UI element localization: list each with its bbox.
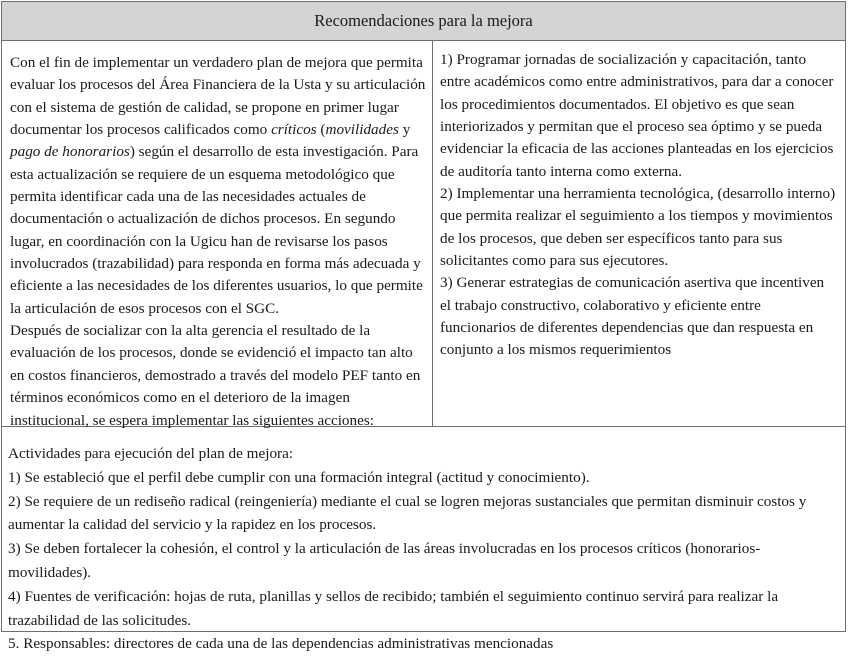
emphasis-criticos: críticos [271, 121, 317, 139]
activity-item-3: 3) Se deben fortalecer la cohesión, el control y la articulación de las áreas involucradas en los procesos críticos (honorarios-movilidades). [8, 540, 761, 581]
emphasis-pago-honorarios: pago de honorarios [10, 143, 130, 161]
recommendations-table [1, 1, 846, 653]
table-title: Recomendaciones para la mejora [314, 11, 533, 30]
context-text: Con el fin de implementar un verdadero plan de mejora que permita evaluar los procesos del Área Financiera de la Usta y su articulación con el sistema de gestión de calidad, se propone en primer lugar documentar los procesos calificados como [10, 54, 426, 139]
activities-cell [2, 427, 845, 653]
context-paragraph-1 [10, 52, 426, 320]
activity-item-2: 2) Se requiere de un rediseño radical (reingeniería) mediante el cual se logren mejoras sustanciales que permitan disminuir costos y aumentar la calidad del servicio y la rapidez en los procesos. [8, 492, 807, 534]
actions-cell [433, 41, 845, 426]
activities-heading: Actividades para ejecución del plan de mejora: [8, 445, 294, 462]
context-cell [2, 41, 433, 429]
activity-item-5: 5. Responsables: directores de cada una de las dependencias administrativas mencionadas [8, 635, 554, 653]
top-row [2, 41, 845, 427]
context-paragraph-2: Después de socializar con la alta gerencia el resultado de la evaluación de los procesos, donde se evidenció el impacto tan alto en costos financieros, demostrado a través del modelo PEF tanto en términos económicos como en el deterioro de la imagen institucional, se espera implementar las siguientes acciones: [10, 322, 421, 429]
context-text: ) según el desarrollo de esta investigación. Para esta actualización se requiere de un esquema metodológico que permita identificar cada una de las necesidades actuales de documentación o actualización de dichos procesos. En segundo lugar, en coordinación con la Ugicu han de revisarse los pasos involucrados (trazabilidad) para responda en forma más adecuada y eficiente a las necesidades de los diferentes usuarios, lo que permite la articulación de esos procesos con el SGC. [10, 143, 423, 317]
action-item-1: 1) Programar jornadas de socialización y capacitación, tanto entre académicos como entre administrativos, para dar a conocer los procedimientos documentados. El objetivo es que sean interiorizados y permitan que el proceso sea óptimo y se pueda evidenciar la eficacia de las acciones planteadas en los ejercicios de auditoría tanto interna como externa. [440, 51, 834, 180]
action-item-2: 2) Implementar una herramienta tecnológica, (desarrollo interno) que permita realizar el seguimiento a los tiempos y movimientos de los procesos, que deben ser específicos tanto para sus solicitantes como para sus ejecutores. [440, 185, 836, 270]
activity-item-1: 1) Se estableció que el perfil debe cumplir con una formación integral (actitud y conocimiento). [8, 468, 590, 486]
context-text: y [398, 121, 411, 139]
table-header [2, 2, 845, 41]
context-text: ( [316, 121, 326, 139]
activity-item-4: 4) Fuentes de verificación: hojas de ruta, planillas y sellos de recibido; también el seguimiento continuo servirá para realizar la trazabilidad de las solicitudes. [8, 587, 779, 629]
emphasis-movilidades: movilidades [325, 121, 399, 139]
action-item-3: 3) Generar estrategias de comunicación asertiva que incentiven el trabajo constructivo, colaborativo y eficiente entre funcionarios de diferentes dependencias que dan respuesta en conjunto a los mismos requerimientos [440, 274, 825, 359]
